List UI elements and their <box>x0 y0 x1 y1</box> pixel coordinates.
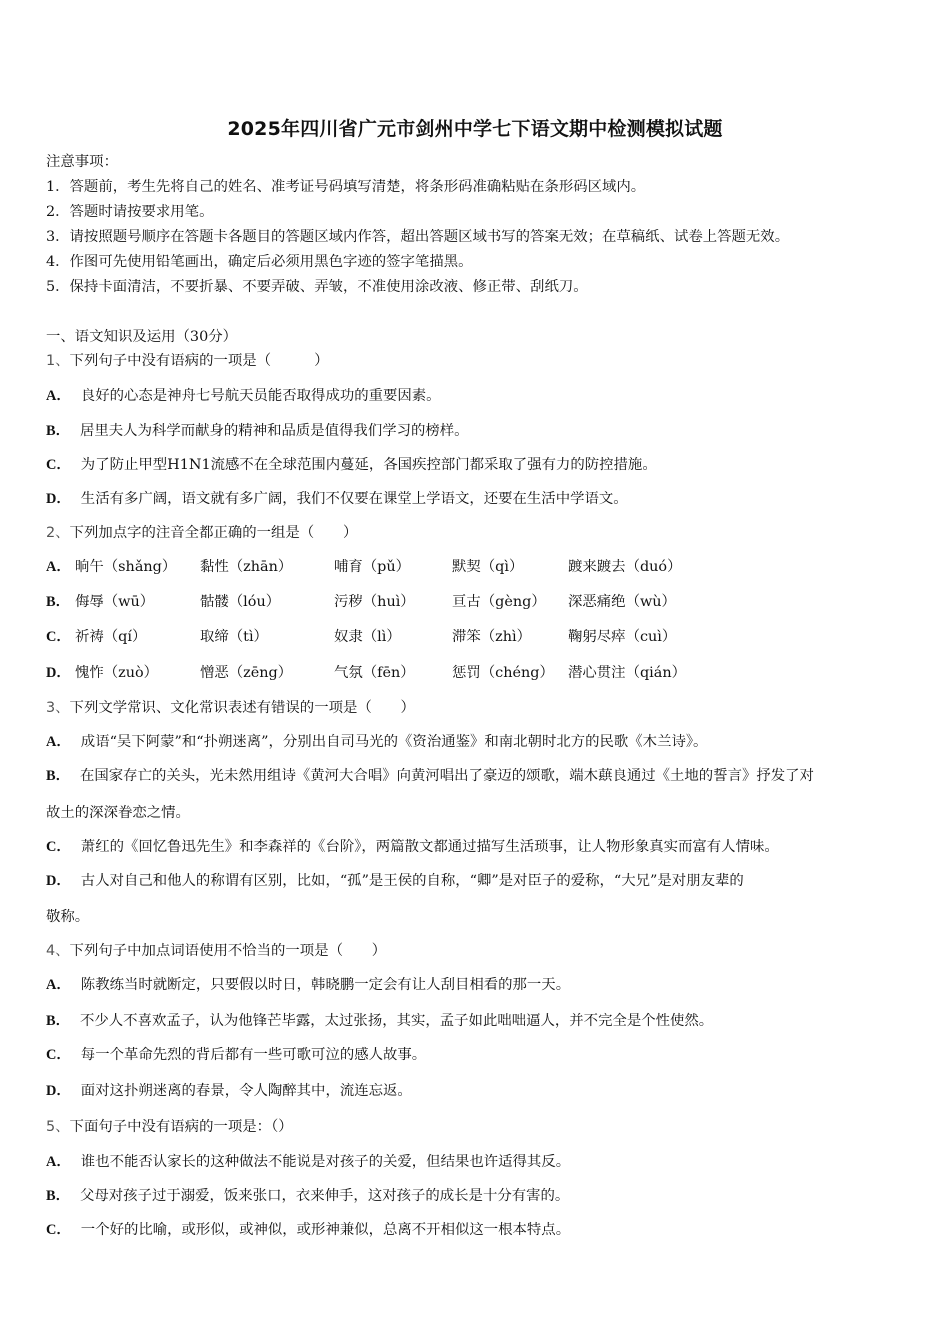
option-letter: C． <box>46 457 71 473</box>
question-5-stem <box>46 1117 293 1137</box>
option-letter: D． <box>46 491 71 507</box>
option-letter: C． <box>46 629 71 645</box>
question-text: 下列加点字的注音全都正确的一组是（ ） <box>69 525 358 541</box>
option-letter: A． <box>46 388 71 404</box>
option-letter: B． <box>46 1188 70 1204</box>
pinyin-cell: 憎恶（zēng） <box>200 665 293 681</box>
question-1-stem <box>46 351 329 371</box>
option-letter: B． <box>46 423 70 439</box>
question-option <box>46 455 657 475</box>
pinyin-cell: 滞笨（zhì） <box>452 629 532 645</box>
option-text: 生活有多广阔，语文就有多广阔，我们不仅要在课堂上学语文，还要在生活中学语文。 <box>80 491 628 507</box>
pinyin-cell: 晌午（shǎng） <box>75 559 177 575</box>
pinyin-option-row <box>46 663 906 683</box>
question-number: 2、 <box>46 525 70 541</box>
question-option <box>46 732 707 752</box>
notice-item: 2．答题时请按要求用笔。 <box>46 204 214 220</box>
option-letter: C． <box>46 1222 71 1238</box>
option-letter: D． <box>46 1083 71 1099</box>
pinyin-cell: 愧怍（zuò） <box>75 665 159 681</box>
option-letter: D． <box>46 873 71 889</box>
pinyin-cell: 祈祷（qí） <box>75 629 147 645</box>
option-letter: B． <box>46 1013 70 1029</box>
question-number: 4、 <box>46 943 70 959</box>
question-text: 下列句子中加点词语使用不恰当的一项是（ ） <box>69 943 387 959</box>
option-letter: D． <box>46 665 71 681</box>
pinyin-option-row <box>46 557 906 577</box>
pinyin-cell: 哺育（pǔ） <box>334 559 411 575</box>
pinyin-cell: 深恶痛绝（wù） <box>568 594 676 610</box>
question-option <box>46 1186 569 1206</box>
notice-heading: 注意事项： <box>46 154 118 170</box>
pinyin-cell: 亘古（gèng） <box>452 594 546 610</box>
question-2-stem <box>46 523 357 543</box>
question-option <box>46 1220 570 1240</box>
notice-item: 5．保持卡面清洁，不要折暴、不要弄破、弄皱，不准使用涂改液、修正带、刮纸刀。 <box>46 279 588 295</box>
pinyin-cell: 黏性（zhān） <box>200 559 293 575</box>
notice-item: 1．答题前，考生先将自己的姓名、准考证号码填写清楚，将条形码准确粘贴在条形码区域内。 <box>46 179 646 195</box>
question-option <box>46 386 441 406</box>
question-option <box>46 1081 412 1101</box>
option-text: 谁也不能否认家长的这种做法不能说是对孩子的关爱，但结果也许适得其反。 <box>80 1154 571 1170</box>
question-option <box>46 975 570 995</box>
option-text: 面对这扑朔迷离的春景，令人陶醉其中，流连忘返。 <box>80 1083 412 1099</box>
option-letter: A． <box>46 1154 71 1170</box>
question-4-stem <box>46 941 386 961</box>
section-heading: 一、语文知识及运用（30分） <box>46 329 237 345</box>
option-text: 萧红的《回忆鲁迅先生》和李森祥的《台阶》，两篇散文都通过描写生活琐事，让人物形象真实而富有人情味。 <box>80 839 779 855</box>
pinyin-cell: 踱来踱去（duó） <box>568 559 682 575</box>
option-text: 一个好的比喻，或形似，或神似，或形神兼似，总离不开相似这一根本特点。 <box>80 1222 571 1238</box>
option-text: 居里夫人为科学而献身的精神和品质是值得我们学习的榜样。 <box>80 423 469 439</box>
pinyin-cell: 骷髅（lóu） <box>200 594 281 610</box>
question-number: 1、 <box>46 353 70 369</box>
option-letter: C． <box>46 839 71 855</box>
pinyin-cell: 取缔（tì） <box>200 629 268 645</box>
option-text: 古人对自己和他人的称谓有区别，比如，“孤”是王侯的自称，“卿”是对臣子的爱称，“大兄”是对朋友辈的 <box>80 873 744 889</box>
notice-item: 3．请按照题号顺序在答题卡各题目的答题区域内作答，超出答题区域书写的答案无效；在草稿纸、试卷上答题无效。 <box>46 229 790 245</box>
pinyin-cell: 奴隶（lì） <box>334 629 401 645</box>
pinyin-cell: 污秽（huì） <box>334 594 415 610</box>
question-option <box>46 489 628 509</box>
question-option <box>46 871 744 891</box>
pinyin-cell: 侮辱（wū） <box>75 594 155 610</box>
option-text: 成语“吴下阿蒙”和“扑朔迷离”，分别出自司马光的《资治通鉴》和南北朝时北方的民歌《木兰诗》。 <box>80 734 708 750</box>
pinyin-cell: 默契（qì） <box>452 559 524 575</box>
question-option <box>46 1152 570 1172</box>
page-title: 2025年四川省广元市剑州中学七下语文期中检测模拟试题 <box>227 118 723 140</box>
option-continuation: 故土的深深眷恋之情。 <box>46 805 190 821</box>
question-text: 下列句子中没有语病的一项是（ ） <box>69 353 329 369</box>
question-option <box>46 421 469 441</box>
question-text: 下面句子中没有语病的一项是：（） <box>69 1119 293 1135</box>
question-option <box>46 1045 426 1065</box>
pinyin-cell: 气氛（fēn） <box>334 665 415 681</box>
pinyin-option-row <box>46 627 906 647</box>
pinyin-cell: 潜心贯注（qián） <box>568 665 687 681</box>
question-option <box>46 837 779 857</box>
option-text: 良好的心态是神舟七号航天员能否取得成功的重要因素。 <box>80 388 441 404</box>
option-continuation: 敬称。 <box>46 909 90 925</box>
option-letter: C． <box>46 1047 71 1063</box>
question-option <box>46 766 814 786</box>
option-text: 不少人不喜欢孟子，认为他锋芒毕露，太过张扬，其实，孟子如此咄咄逼人，并不完全是个性使然。 <box>80 1013 714 1029</box>
option-letter: A． <box>46 977 71 993</box>
option-letter: B． <box>46 594 70 610</box>
option-text: 父母对孩子过于溺爱，饭来张口，衣来伸手，这对孩子的成长是十分有害的。 <box>80 1188 570 1204</box>
option-letter: A． <box>46 559 71 575</box>
option-letter: B． <box>46 768 70 784</box>
option-text: 陈教练当时就断定，只要假以时日，韩晓鹏一定会有让人刮目相看的那一天。 <box>80 977 571 993</box>
question-number: 5、 <box>46 1119 70 1135</box>
pinyin-cell: 惩罚（chéng） <box>452 665 554 681</box>
pinyin-option-row <box>46 592 906 612</box>
question-3-stem <box>46 698 415 718</box>
notice-item: 4．作图可先使用铅笔画出，确定后必须用黑色字迹的签字笔描黑。 <box>46 254 473 270</box>
option-letter: A． <box>46 734 71 750</box>
question-option <box>46 1011 713 1031</box>
option-text: 在国家存亡的关头，光未然用组诗《黄河大合唱》向黄河唱出了豪迈的颂歌，端木蕻良通过《土地的誓言》抒发了对 <box>80 768 814 784</box>
option-text: 为了防止甲型H1N1流感不在全球范围内蔓延，各国疾控部门都采取了强有力的防控措施。 <box>80 457 657 473</box>
question-text: 下列文学常识、文化常识表述有错误的一项是（ ） <box>69 700 415 716</box>
question-number: 3、 <box>46 700 70 716</box>
option-text: 每一个革命先烈的背后都有一些可歌可泣的感人故事。 <box>80 1047 427 1063</box>
pinyin-cell: 鞠躬尽瘁（cuì） <box>568 629 677 645</box>
